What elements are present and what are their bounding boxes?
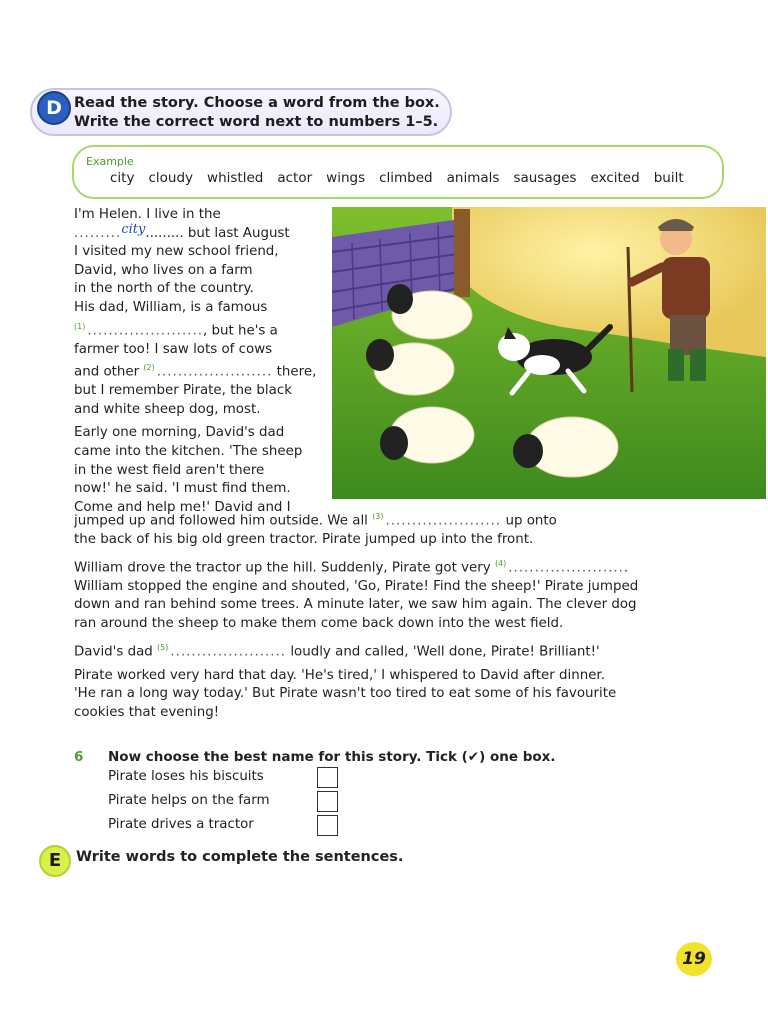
story-line: jumped up and followed him outside. We all $^{(3)}$ ...................... up onto <box>74 512 557 529</box>
story-line: cookies that evening! <box>74 704 220 720</box>
story-line: William stopped the engine and shouted, 'Go, Pirate! Find the sheep!' Pirate jumped <box>74 578 639 594</box>
story-line: I visited my new school friend, <box>74 244 279 260</box>
section-d-instruction-2: Write the correct word next to numbers 1–5. <box>74 114 439 130</box>
story-line: I'm Helen. I live in the <box>74 207 221 222</box>
story-line: in the north of the country. <box>74 281 254 297</box>
option-label-1: Pirate loses his biscuits <box>108 769 264 784</box>
story-line: His dad, William, is a famous <box>74 299 268 315</box>
story-line: William drove the tractor up the hill. Suddenly, Pirate got very $^{(4)}$ ....................... <box>74 558 629 576</box>
option-label-2: Pirate helps on the farm <box>108 793 270 808</box>
page-number: 19 <box>676 942 712 976</box>
word-option: built <box>653 170 684 186</box>
answer-blank-1[interactable]: ...................... <box>87 323 203 339</box>
word-option: city <box>110 170 135 186</box>
gap-number-4: (4) <box>494 558 507 568</box>
story-line: but I remember Pirate, the black <box>74 383 292 399</box>
story-line: .........city......... but last August <box>74 221 290 241</box>
gap-number-2: (2) <box>143 363 155 373</box>
word-option: excited <box>590 170 640 186</box>
story-line: the back of his big old green tractor. Pirate jumped up into the front. <box>74 532 534 548</box>
farm-illustration <box>332 207 766 499</box>
tick-box-3[interactable] <box>317 815 338 836</box>
story-narrow-column <box>74 206 316 517</box>
example-label: Example <box>86 155 134 168</box>
gap-number-5: (5) <box>157 642 169 652</box>
story-line: and other $^{(2)}$ ...................... there, <box>74 363 317 380</box>
word-option: cloudy <box>148 170 194 186</box>
story-line: $^{(1)}$ ......................, but he's a <box>74 321 278 339</box>
answer-blank-4[interactable]: ...................... <box>508 560 624 576</box>
story-line: in the west field aren't there <box>74 462 265 478</box>
story-line: 'He ran a long way today.' But Pirate wasn't too tired to eat some of his favourite <box>74 686 617 702</box>
option-label-3: Pirate drives a tractor <box>108 817 254 832</box>
example-answer: city <box>121 221 146 237</box>
tick-box-2[interactable] <box>317 791 338 812</box>
answer-blank-2[interactable]: ...................... <box>156 364 273 380</box>
section-d-badge: D <box>37 91 71 125</box>
story-wide-column <box>74 508 638 722</box>
word-option: climbed <box>379 170 433 186</box>
section-e-instruction: Write words to complete the sentences. <box>76 849 404 865</box>
story-line: ran around the sheep to make them come back down into the west field. <box>74 615 564 631</box>
tick-box-1[interactable] <box>317 767 338 788</box>
question-6-number: 6 <box>74 749 84 765</box>
word-option: whistled <box>207 170 264 186</box>
story-line: Come and help me!' David and I <box>74 499 291 515</box>
section-e-badge: E <box>39 845 71 877</box>
gap-number-3: (3) <box>372 512 384 521</box>
word-option: actor <box>277 170 313 186</box>
story-line: came into the kitchen. 'The sheep <box>74 444 303 460</box>
story-line: Early one morning, David's dad <box>74 425 285 441</box>
story-line: down and ran behind some trees. A minute later, we saw him again. The clever dog <box>74 597 637 613</box>
answer-blank-5[interactable]: ...................... <box>170 643 287 659</box>
question-6-text: Now choose the best name for this story. Tick (✔) one box. <box>108 749 556 765</box>
gate-post <box>454 209 470 297</box>
answer-blank-3[interactable]: ...................... <box>385 513 502 529</box>
story-line: David, who lives on a farm <box>74 262 253 278</box>
story-line: David's dad $^{(5)}$ ...................... loudly and called, 'Well done, Pirate! Brilliant!' <box>74 642 600 659</box>
word-option: wings <box>326 170 366 186</box>
word-option: sausages <box>513 170 577 186</box>
story-line: and white sheep dog, most. <box>74 401 261 417</box>
gap-number-1: (1) <box>74 321 86 331</box>
story-line: farmer too! I saw lots of cows <box>74 341 273 357</box>
word-list <box>110 170 698 186</box>
section-d-instruction-1: Read the story. Choose a word from the box. <box>74 95 440 111</box>
word-option: animals <box>446 170 500 186</box>
story-line: Pirate worked very hard that day. 'He's tired,' I whispered to David after dinner. <box>74 667 605 683</box>
story-line: now!' he said. 'I must find them. <box>74 481 291 497</box>
